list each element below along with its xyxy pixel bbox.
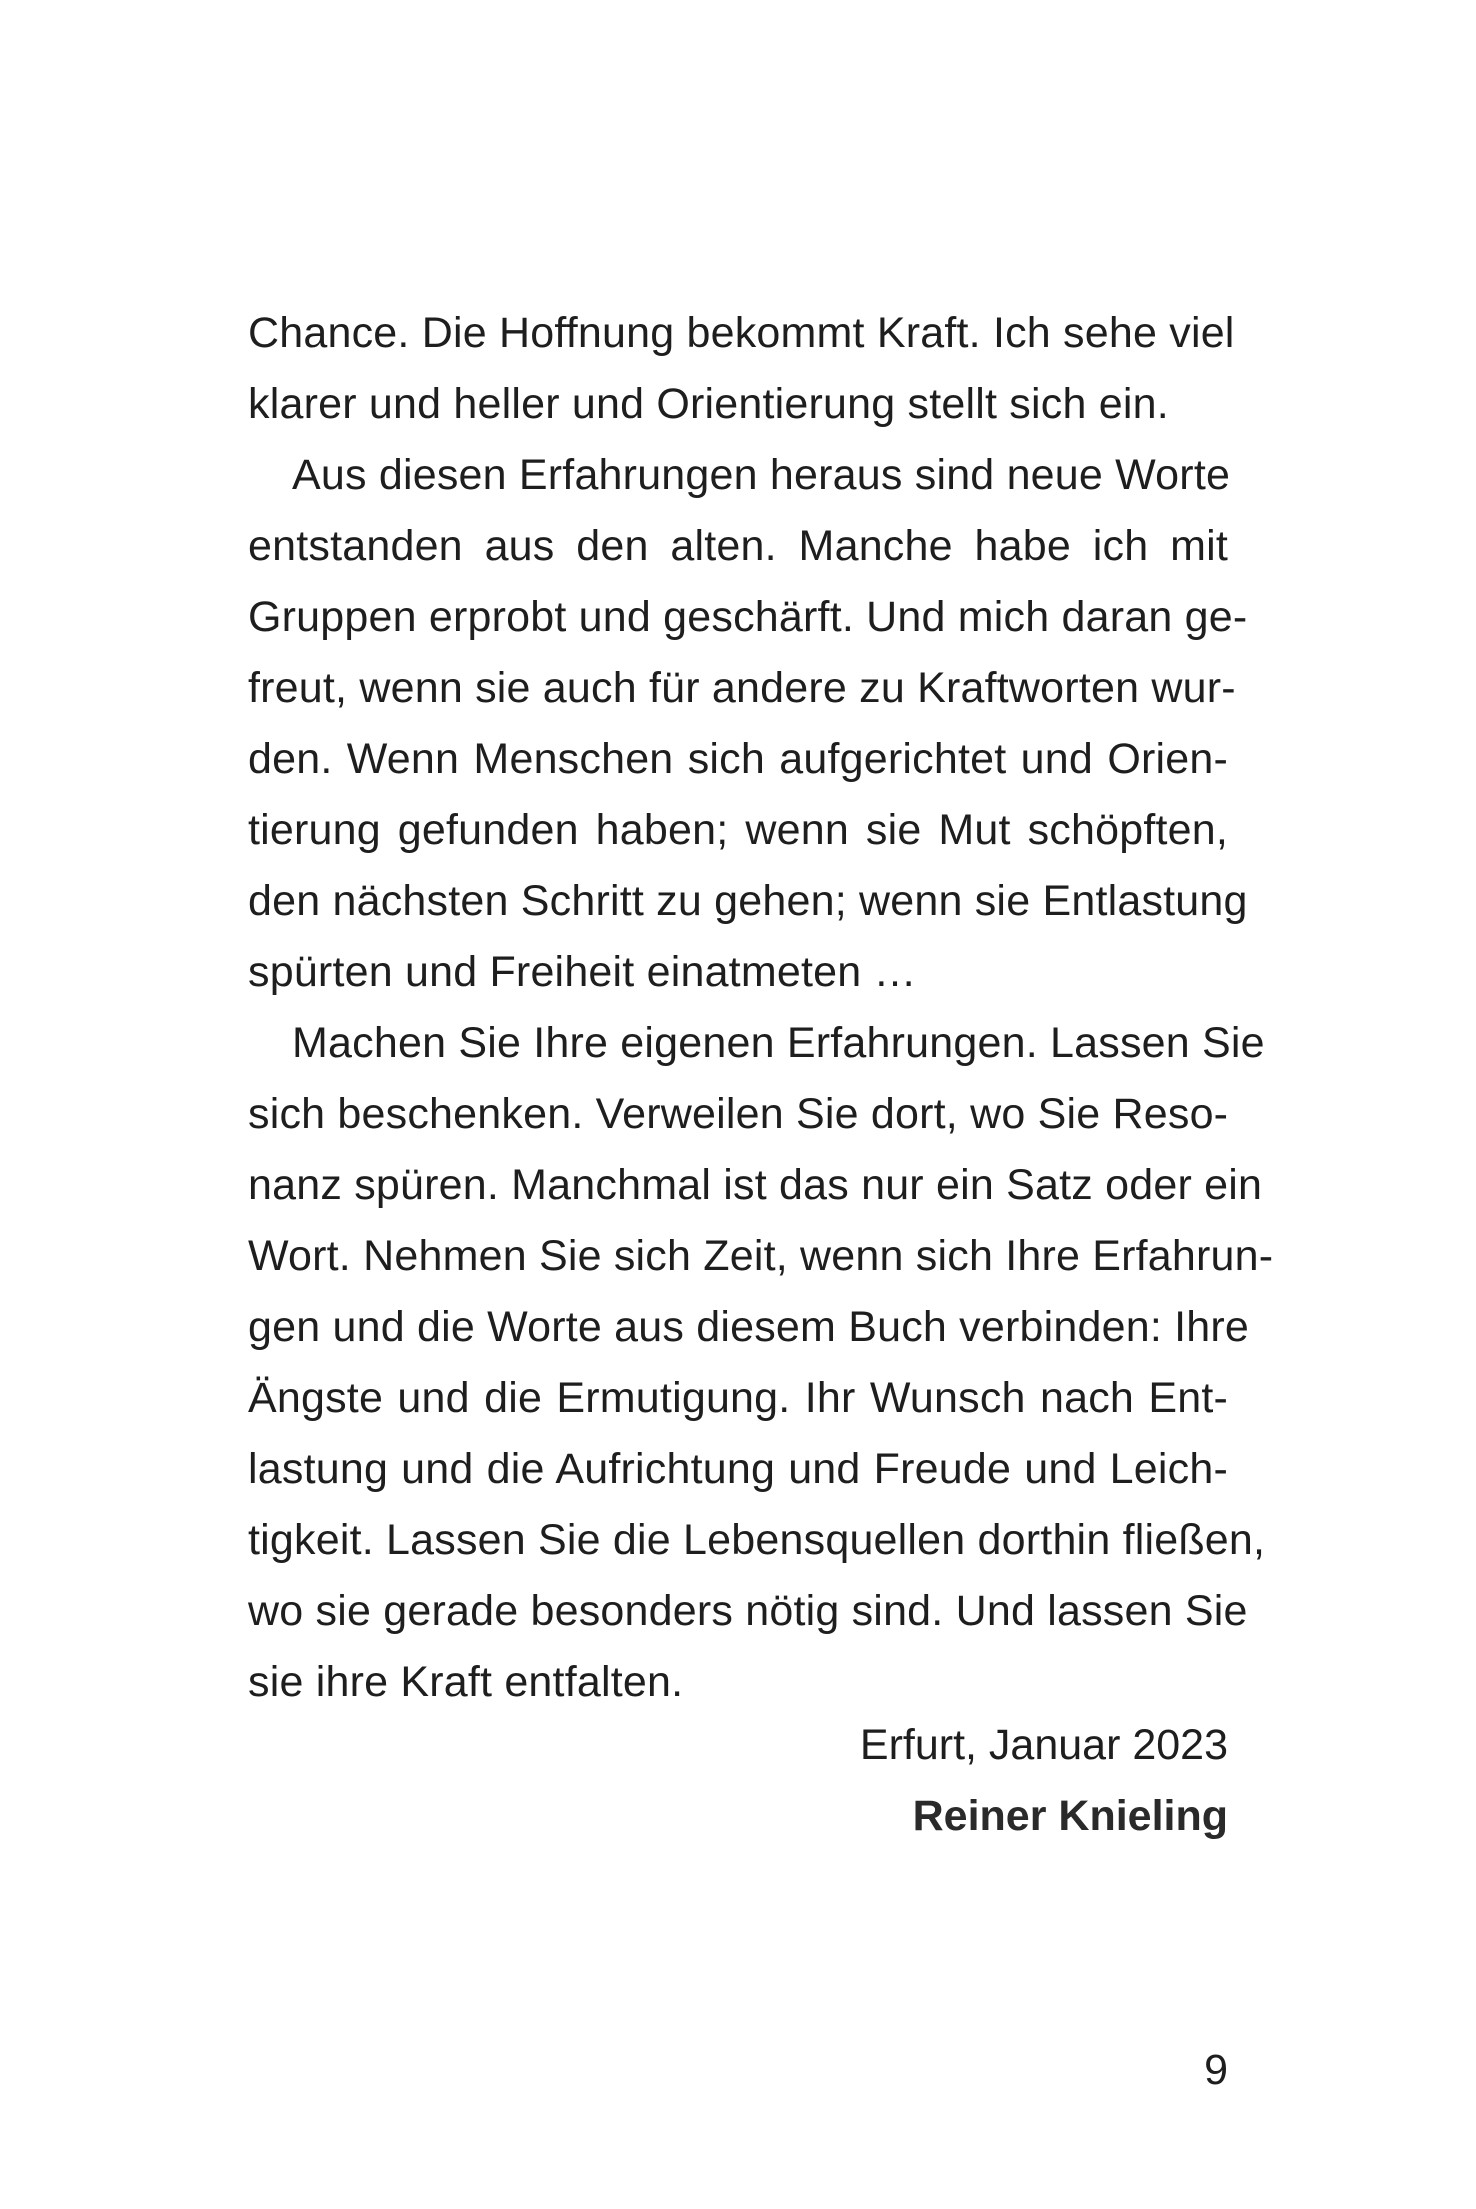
page-number: 9 <box>1204 2046 1228 2094</box>
text-line: lastung und die Aufrichtung und Freude und Leich- <box>248 1445 1228 1493</box>
text-line: Chance. Die Hoffnung bekommt Kraft. Ich sehe viel <box>248 309 1235 357</box>
text-line: Ängste und die Ermutigung. Ihr Wunsch nach Ent- <box>248 1374 1228 1422</box>
text-line: den. Wenn Menschen sich aufgerichtet und Orien- <box>248 735 1228 783</box>
body-text <box>248 298 1274 1718</box>
text-line: sie ihre Kraft entfalten. <box>248 1658 684 1706</box>
author-name: Reiner Knieling <box>912 1792 1228 1840</box>
text-line: entstanden aus den alten. Manche habe ich mit <box>248 522 1228 570</box>
text-line: gen und die Worte aus diesem Buch verbinden: Ihre <box>248 1303 1250 1351</box>
text-line: Machen Sie Ihre eigenen Erfahrungen. Lassen Sie <box>292 1019 1265 1067</box>
text-line: spürten und Freiheit einatmeten … <box>248 948 917 996</box>
text-line: wo sie gerade besonders nötig sind. Und lassen Sie <box>248 1587 1248 1635</box>
text-line: den nächsten Schritt zu gehen; wenn sie Entlastung <box>248 877 1248 925</box>
text-line: sich beschenken. Verweilen Sie dort, wo Sie Reso- <box>248 1090 1229 1138</box>
text-line: freut, wenn sie auch für andere zu Kraftworten wur- <box>248 664 1236 712</box>
place-date: Erfurt, Januar 2023 <box>859 1721 1228 1769</box>
signature-block <box>860 1710 1228 1852</box>
text-line: Gruppen erprobt und geschärft. Und mich daran ge- <box>248 593 1248 641</box>
text-line: Wort. Nehmen Sie sich Zeit, wenn sich Ihre Erfahrun- <box>248 1232 1274 1280</box>
text-line: tierung gefunden haben; wenn sie Mut schöpften, <box>248 806 1228 854</box>
text-line: klarer und heller und Orientierung stellt sich ein. <box>248 380 1169 428</box>
text-line: Aus diesen Erfahrungen heraus sind neue Worte <box>292 451 1231 499</box>
text-line: tigkeit. Lassen Sie die Lebensquellen dorthin fließen, <box>248 1516 1266 1564</box>
text-line: nanz spüren. Manchmal ist das nur ein Satz oder ein <box>248 1161 1263 1209</box>
